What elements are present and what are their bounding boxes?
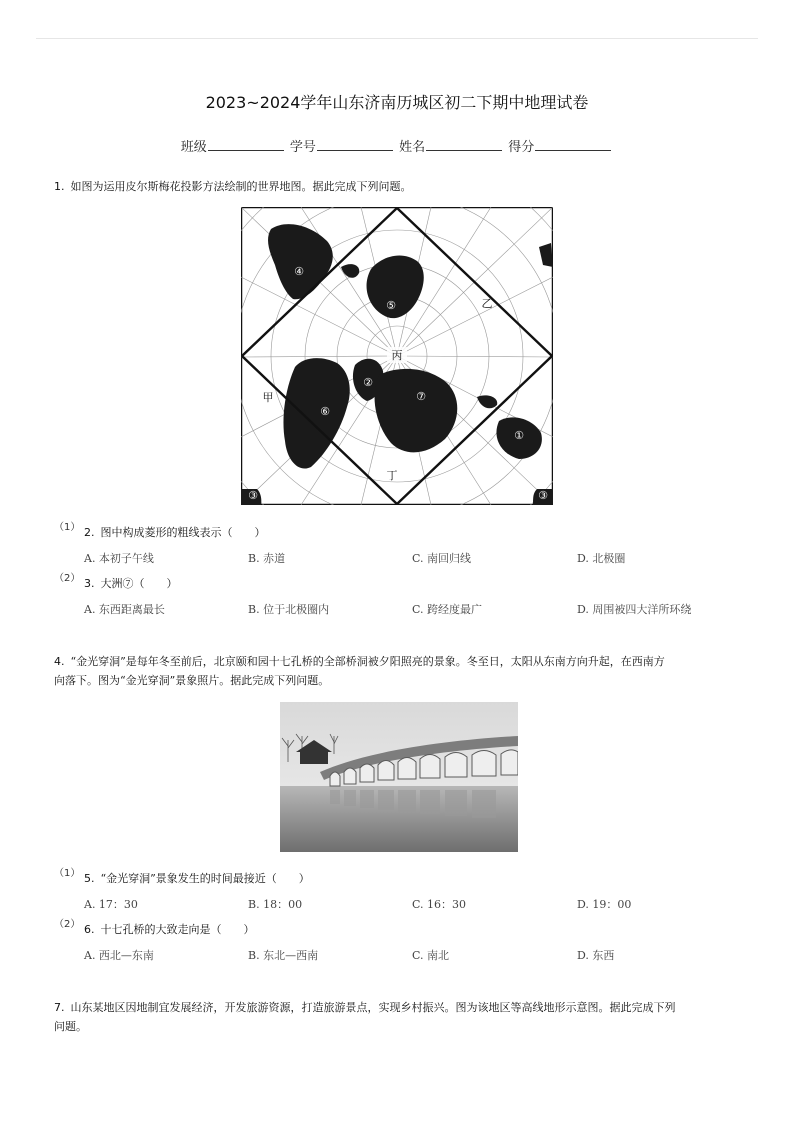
question-7-stem <box>54 998 676 1017</box>
label-jia: 甲 <box>262 391 274 404</box>
subquestion-index: （1） <box>54 868 81 879</box>
option-a[interactable]: A. 西北—东南 <box>84 949 154 962</box>
option-c[interactable]: C. 南北 <box>412 949 450 962</box>
score-label: 得分 <box>508 140 535 155</box>
name-label: 姓名 <box>399 140 426 155</box>
question-text-line2: 问题。 <box>54 1020 87 1033</box>
question-number: 3. <box>84 577 95 590</box>
label-c1: ① <box>514 429 524 442</box>
option-d[interactable]: D. 北极圈 <box>577 552 626 565</box>
score-blank[interactable] <box>535 138 611 151</box>
question-number: 1. <box>54 180 65 193</box>
option-d[interactable]: D. 周围被四大洋所环绕 <box>577 603 692 616</box>
student-info-line <box>0 136 794 155</box>
question-text-line1: “金光穿洞”是每年冬至前后，北京颐和园十七孔桥的全部桥洞被夕阳照亮的景象。冬至日，太阳从东南方向升起，在西南方 <box>70 655 665 668</box>
question-6-stem <box>84 921 255 937</box>
question-4-stem-cont <box>54 671 329 690</box>
option-b[interactable]: B. 东北—西南 <box>248 949 319 962</box>
option-c[interactable]: C. 跨经度最广 <box>412 603 483 616</box>
option-a[interactable]: A. 17：30 <box>84 898 138 911</box>
subquestion-index: （2） <box>54 573 81 584</box>
label-c7: ⑦ <box>416 390 426 403</box>
option-b[interactable]: B. 位于北极圈内 <box>248 603 330 616</box>
option-d[interactable]: D. 19：00 <box>577 898 632 911</box>
question-number: 7. <box>54 1001 65 1014</box>
question-number: 5. <box>84 872 95 885</box>
name-blank[interactable] <box>426 138 502 151</box>
label-c3-left: ③ <box>248 489 258 502</box>
question-1-stem <box>54 177 412 196</box>
label-c4: ④ <box>294 265 304 278</box>
label-c2: ② <box>363 376 373 389</box>
class-label: 班级 <box>180 140 207 155</box>
question-text: 如图为运用皮尔斯梅花投影方法绘制的世界地图。据此完成下列问题。 <box>70 180 412 193</box>
question-4-stem <box>54 652 665 671</box>
option-d[interactable]: D. 东西 <box>577 949 615 962</box>
question-text: 十七孔桥的大致走向是（ ） <box>100 923 255 936</box>
id-blank[interactable] <box>317 138 393 151</box>
option-b[interactable]: B. 18：00 <box>248 898 303 911</box>
question-5-stem <box>84 870 310 886</box>
question-text: 图中构成菱形的粗线表示（ ） <box>100 526 266 539</box>
label-bing: 丙 <box>391 349 403 362</box>
question-2-stem <box>84 524 266 540</box>
option-a[interactable]: A. 本初子午线 <box>84 552 154 565</box>
question-7-stem-cont <box>54 1017 87 1036</box>
question-3-stem <box>84 575 178 591</box>
question-number: 6. <box>84 923 95 936</box>
question-text-line1: 山东某地区因地制宜发展经济，开发旅游资源，打造旅游景点，实现乡村振兴。图为该地区等高线地形示意图。据此完成下列 <box>70 1001 676 1014</box>
label-yi: 乙 <box>481 297 493 310</box>
label-ding: 丁 <box>386 469 398 482</box>
label-c3-right: ③ <box>538 489 548 502</box>
option-c[interactable]: C. 南回归线 <box>412 552 472 565</box>
question-number: 4. <box>54 655 65 668</box>
subquestion-index: （2） <box>54 919 81 930</box>
question-text-line2: 向落下。图为“金光穿洞”景象照片。据此完成下列问题。 <box>54 674 330 687</box>
page-title: 2023~2024学年山东济南历城区初二下期中地理试卷 <box>205 93 589 112</box>
butterfly-world-map <box>241 207 553 505</box>
header-rule <box>36 38 758 39</box>
seventeen-arch-bridge-photo <box>280 702 518 852</box>
question-text: 大洲⑦（ ） <box>100 577 178 590</box>
subquestion-index: （1） <box>54 522 81 533</box>
question-number: 2. <box>84 526 95 539</box>
label-c6: ⑥ <box>320 405 330 418</box>
id-label: 学号 <box>289 140 316 155</box>
option-c[interactable]: C. 16：30 <box>412 898 467 911</box>
class-blank[interactable] <box>208 138 284 151</box>
option-b[interactable]: B. 赤道 <box>248 552 286 565</box>
question-text: “金光穿洞”景象发生的时间最接近（ ） <box>100 872 310 885</box>
label-c5: ⑤ <box>386 299 396 312</box>
option-a[interactable]: A. 东西距离最长 <box>84 603 165 616</box>
